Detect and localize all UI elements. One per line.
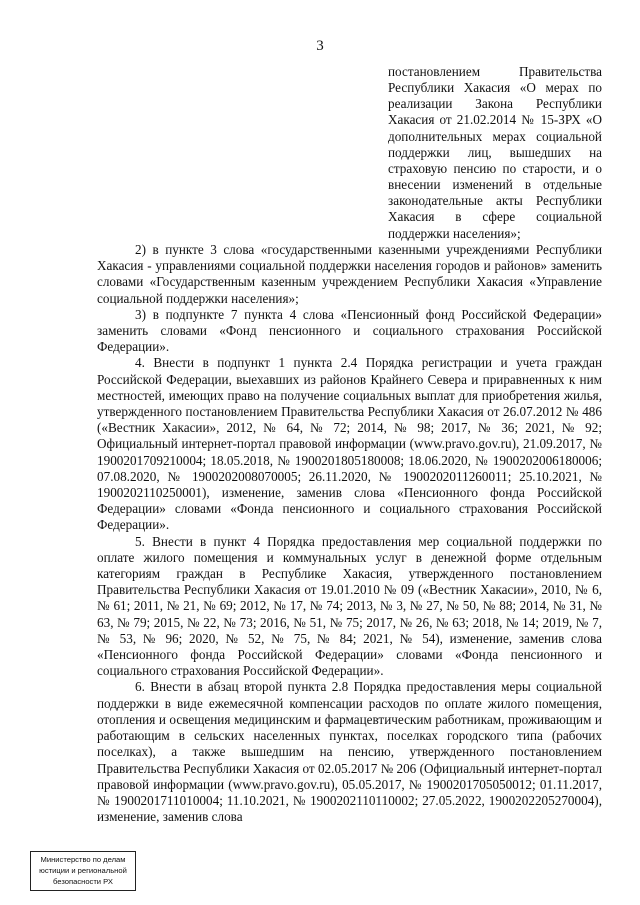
document-body (97, 242, 602, 825)
paragraph-item-2: 2) в пункте 3 слова «государственными казенными учреждениями Республики Хакасия - управлениями социальной поддержки населения городов и районов» заменить словами «Государственным казенным учреждением Республики Хакасия «Управление социальной поддержки населения»; (97, 242, 602, 306)
paragraph-clause-5: 5. Внести в пункт 4 Порядка предоставления мер социальной поддержки по оплате жилого помещения и коммунальных услуг в денежной форме отдельным категориям граждан в Республике Хакасия, утвержденного постановлением Правительства Республики Хакасия от 19.01.2010 № 09 («Вестник Хакасии», 2010, № 6, № 61; 2011, № 21, № 69; 2012, № 17, № 74; 2013, № 3, № 27, № 50, № 88; 2014, № 31, № 63, № 79; 2015, № 22, № 73; 2016, № 51, № 75; 2017, № 26, № 63; 2018, № 14; 2019, № 7, № 53, № 96; 2020, № 52, № 75, № 84; 2021, № 54), изменение, заменив слова «Пенсионного фонда Российской Федерации» словами «Фонда пенсионного и социального страхования Российской Федерации». (97, 533, 602, 679)
page-number: 3 (316, 38, 324, 54)
registration-stamp (30, 851, 136, 891)
paragraph-item-3: 3) в подпункте 7 пункта 4 слова «Пенсионный фонд Российской Федерации» заменить словами «Фонд пенсионного и социального страхования Российской Федерации». (97, 306, 602, 355)
paragraph-clause-4: 4. Внести в подпункт 1 пункта 2.4 Порядка регистрации и учета граждан Российской Федерации, выехавших из районов Крайнего Севера и приравненных к ним местностей, имеющих право на получение социальных выплат для приобретения жилья, утвержденного постановлением Правительства Республики Хакасия от 26.07.2012 № 486 («Вестник Хакасии», 2012, № 64, № 72; 2014, № 98; 2017, № 36; 2021, № 92; Официальный интернет-портал правовой информации (www.pravo.gov.ru), 21.09.2017, № 1900201709210004; 18.05.2018, № 1900201805180008; 18.06.2020, № 1900202006180006; 07.08.2020, № 1900202008070005; 26.11.2020, № 1900202011260011; 25.10.2021, № 1900202110250001), изменение, заменив слова «Пенсионного фонда Российской Федерации» словами «Фонда пенсионного и социального страхования Российской Федерации». (97, 355, 602, 533)
stamp-line-1: Министерство по делам (40, 855, 126, 864)
continuation-block: постановлением Правительства Республики Хакасия «О мерах по реализации Закона Республики Хакасия от 21.02.2014 № 15-ЗРХ «О дополнительных мерах социальной поддержки лиц, вышедших на страховую пенсию по старости, и о внесении изменений в отдельные законодательные акты Республики Хакасия в сфере социальной поддержки населения»; (388, 64, 602, 241)
stamp-line-3: безопасности РХ (53, 877, 113, 886)
stamp-line-2: юстиции и региональной (39, 866, 127, 875)
paragraph-clause-6: 6. Внести в абзац второй пункта 2.8 Порядка предоставления меры социальной поддержки в виде ежемесячной компенсации расходов по оплате жилого помещения, отопления и освещения медицинским и фармацевтическим работникам, проживающим и работающим в сельских населенных пунктах, поселках городского типа (рабочих поселках), а также вышедшим на пенсию, утвержденного постановлением Правительства Республики Хакасия от 02.05.2017 № 206 (Официальный интернет-портал правовой информации (www.pravo.gov.ru), 05.05.2017, № 1900201705050012; 01.11.2017, № 1900201711010004; 11.10.2021, № 1900202110110002; 27.05.2022, 1900202205270004), изменение, заменив слова (97, 679, 602, 825)
